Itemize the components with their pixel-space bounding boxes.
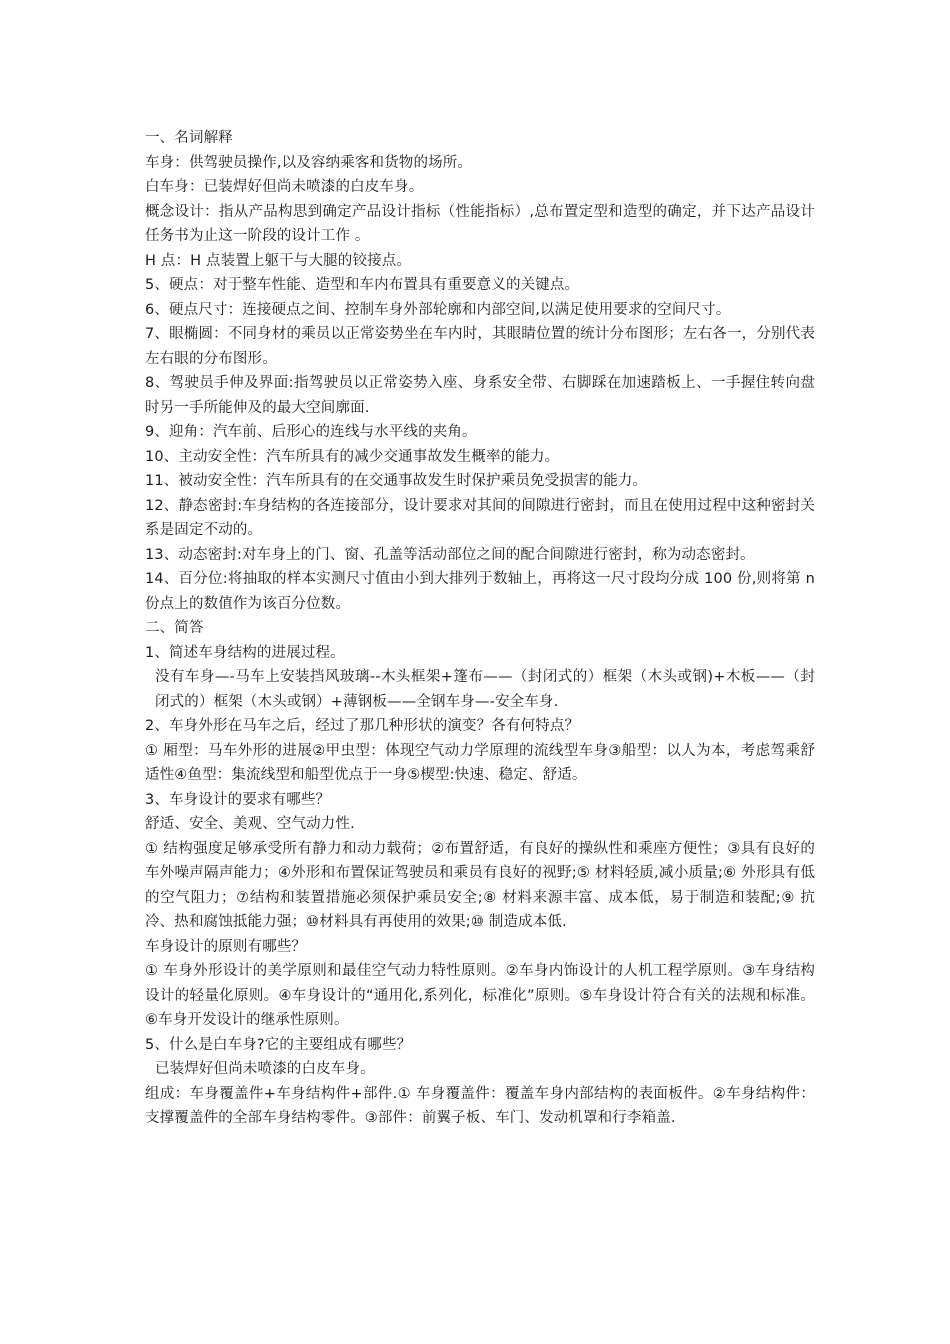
definition-active-safety: 10、主动安全性：汽车所具有的减少交通事故发生概率的能力。 [145, 448, 560, 465]
question-4: 车身设计的原则有哪些？ [145, 938, 307, 955]
definition-percentile: 14、百分位:将抽取的样本实测尺寸值由小到大排列于数轴上，再将这一尺寸段均分成 100 份,则将第 n 份点上的数值作为该百分位数。 [145, 571, 815, 612]
answer-5-definition: 已装焊好但尚未喷漆的白皮车身。 [155, 1061, 375, 1077]
definition-static-seal: 12、静态密封:车身结构的各连接部分，设计要求对其间的间隙进行密封，而且在使用过程中这种密封关系是固定不动的。 [145, 497, 815, 538]
definition-hard-point-dimension: 6、硬点尺寸：连接硬点之间、控制车身外部轮廓和内部空间,以满足使用要求的空间尺寸。 [145, 301, 731, 318]
document-page [145, 126, 815, 1131]
definition-h-point: H 点：H 点装置上躯干与大腿的铰接点。 [145, 252, 412, 269]
question-1: 1、简述车身结构的进展过程。 [145, 644, 345, 661]
answer-1: 没有车身—-马车上安装挡风玻璃--木头框架+篷布——（封闭式的）框架（木头或钢)+木板——（封闭式的）框架（木头或钢）+薄钢板——全钢车身—-安全车身. [155, 669, 815, 710]
answer-4: ① 车身外形设计的美学原则和最佳空气动力特性原则。②车身内饰设计的人机工程学原则。③车身结构设计的轻量化原则。④车身设计的“通用化,系列化，标准化”原则。⑤车身设计符合有关的法规和标准。⑥车身开发设计的继承性原则。 [145, 963, 815, 1028]
definition-hand-reach-envelope: 8、驾驶员手伸及界面:指驾驶员以正常姿势入座、身系安全带、右脚踩在加速踏板上、一手握住转向盘时另一手所能伸及的最大空间廓面. [145, 375, 815, 416]
answer-3-details: ① 结构强度足够承受所有静力和动力载荷；②布置舒适，有良好的操纵性和乘座方便性；③具有良好的车外噪声隔声能力；④外形和布置保证驾驶员和乘员有良好的视野;⑤ 材料轻质,减小质量;⑥ 外形具有低的空气阻力；⑦结构和装置措施必须保护乘员安全;⑧ 材料来源丰富、成本低，易于制造和装配;⑨ 抗冷、热和腐蚀抵能力强；⑩材料具有再使用的效果;⑩ 制造成本低. [145, 840, 815, 930]
definition-dynamic-seal: 13、动态密封:对车身上的门、窗、孔盖等活动部位之间的配合间隙进行密封，称为动态密封。 [145, 546, 755, 563]
answer-5-composition: 组成：车身覆盖件+车身结构件+部件.① 车身覆盖件：覆盖车身内部结构的表面板件。②车身结构件：支撑覆盖件的全部车身结构零件。③部件：前翼子板、车门、发动机罩和行李箱盖. [145, 1085, 815, 1126]
definition-hard-point: 5、硬点：对于整车性能、造型和车内布置具有重要意义的关键点。 [145, 277, 580, 293]
definition-concept-design: 概念设计：指从产品构思到确定产品设计指标（性能指标）,总布置定型和造型的确定，并下达产品设计任务书为止这一阶段的设计工作 。 [145, 203, 815, 244]
answer-3-summary: 舒适、安全、美观、空气动力性. [145, 816, 355, 832]
answer-2: ① 厢型：马车外形的进展②甲虫型：体现空气动力学原理的流线型车身③船型：以人为本，考虑驾乘舒适性④鱼型：集流线型和船型优点于一身⑤楔型:快速、稳定、舒适。 [145, 742, 815, 783]
definition-eyellipse: 7、眼椭圆：不同身材的乘员以正常姿势坐在车内时，其眼睛位置的统计分布图形；左右各一，分别代表左右眼的分布图形。 [145, 326, 815, 367]
question-5: 5、什么是白车身?它的主要组成有哪些？ [145, 1036, 412, 1053]
definition-angle-of-attack: 9、迎角：汽车前、后形心的连线与水平线的夹角。 [145, 424, 477, 440]
section-heading-short-answer: 二、简答 [145, 620, 204, 636]
question-3: 3、车身设计的要求有哪些？ [145, 791, 331, 808]
question-2: 2、车身外形在马车之后，经过了那几种形状的演变？各有何特点？ [145, 718, 580, 734]
definition-body-in-white: 白车身：已装焊好但尚未喷漆的白皮车身。 [145, 179, 424, 195]
definition-car-body: 车身：供驾驶员操作,以及容纳乘客和货物的场所。 [145, 154, 473, 171]
definition-passive-safety: 11、被动安全性：汽车所具有的在交通事故发生时保护乘员免受损害的能力。 [145, 473, 648, 489]
section-heading-terms: 一、名词解释 [145, 130, 233, 146]
